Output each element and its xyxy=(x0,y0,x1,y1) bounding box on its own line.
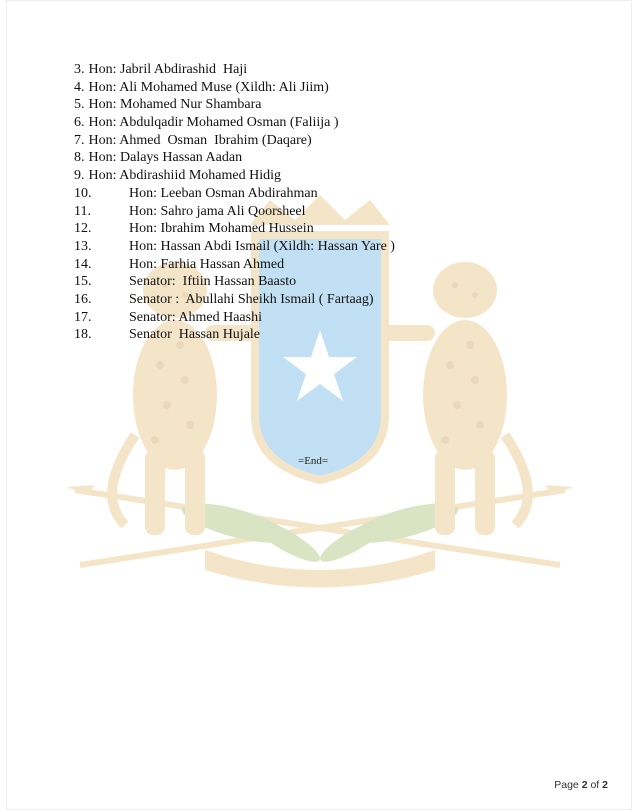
end-marker: =End= xyxy=(298,455,329,467)
list-item xyxy=(74,309,395,327)
item-text: Hon: Jabril Abdirashid Haji xyxy=(88,62,248,77)
item-number: 12. xyxy=(74,221,92,237)
item-number: 6. xyxy=(74,115,85,131)
item-text: Hon: Leeban Osman Abdirahman xyxy=(129,185,318,201)
item-text: Hon: Mohamed Nur Shambara xyxy=(88,97,262,113)
item-text: Hon: Abdirashiid Mohamed Hidig xyxy=(88,168,281,184)
item-text: Hon: Hassan Abdi Ismail (Xildh: Hassan Yare ) xyxy=(129,238,395,254)
item-number: 16. xyxy=(74,291,92,307)
list-item xyxy=(74,203,395,221)
list-item xyxy=(74,256,395,274)
item-text: Hon: Dalays Hassan Aadan xyxy=(88,150,243,166)
item-text: Hon: Ahmed Osman Ibrahim (Daqare) xyxy=(88,132,312,148)
list-item xyxy=(74,132,395,150)
item-number: 5. xyxy=(74,97,85,113)
ribbon xyxy=(205,550,435,588)
item-number: 9. xyxy=(74,168,85,184)
item-text: Senator : Abullahi Sheikh Ismail ( Fartaag) xyxy=(129,291,374,307)
item-number: 3. xyxy=(74,62,85,77)
item-number: 7. xyxy=(74,132,85,148)
list-item xyxy=(74,96,395,114)
item-text: Hon: Sahro jama Ali Qoorsheel xyxy=(129,203,306,219)
item-text: Hon: Abdulqadir Mohamed Osman (Faliija ) xyxy=(88,115,339,131)
item-text: Hon: Ali Mohamed Muse (Xildh: Ali Jiim) xyxy=(88,79,329,95)
item-number: 17. xyxy=(74,309,92,325)
right-leopard xyxy=(375,262,528,535)
footer-of-word: of xyxy=(590,779,600,791)
item-number: 8. xyxy=(74,150,85,166)
item-number: 10. xyxy=(74,185,92,201)
list-item xyxy=(74,273,395,291)
item-number: 13. xyxy=(74,238,92,254)
item-text: Senator Hassan Hujale xyxy=(129,327,261,343)
item-number: 11. xyxy=(74,203,91,219)
list-item xyxy=(74,79,395,97)
item-text: Senator: Iftiin Hassan Baasto xyxy=(129,274,297,290)
item-text: Hon: Farhia Hassan Ahmed xyxy=(129,256,285,272)
item-number: 4. xyxy=(74,79,85,95)
item-text: Hon: Ibrahim Mohamed Hussein xyxy=(129,221,314,237)
footer-current-page: 2 xyxy=(581,779,588,791)
list-item xyxy=(74,185,395,203)
list-item xyxy=(74,114,395,132)
list-item xyxy=(74,167,395,185)
footer-page-word: Page xyxy=(554,779,579,791)
list-item xyxy=(74,238,395,256)
page-footer xyxy=(554,779,608,791)
list-item xyxy=(74,220,395,238)
list-item xyxy=(74,326,395,344)
list-item xyxy=(74,149,395,167)
item-number: 15. xyxy=(74,274,92,290)
item-text: Senator: Ahmed Haashi xyxy=(129,309,262,325)
item-number: 14. xyxy=(74,256,92,272)
list-item xyxy=(74,291,395,309)
footer-total-pages: 2 xyxy=(602,779,608,791)
names-list xyxy=(74,61,395,344)
item-number: 18. xyxy=(74,327,92,343)
list-item xyxy=(74,61,395,79)
